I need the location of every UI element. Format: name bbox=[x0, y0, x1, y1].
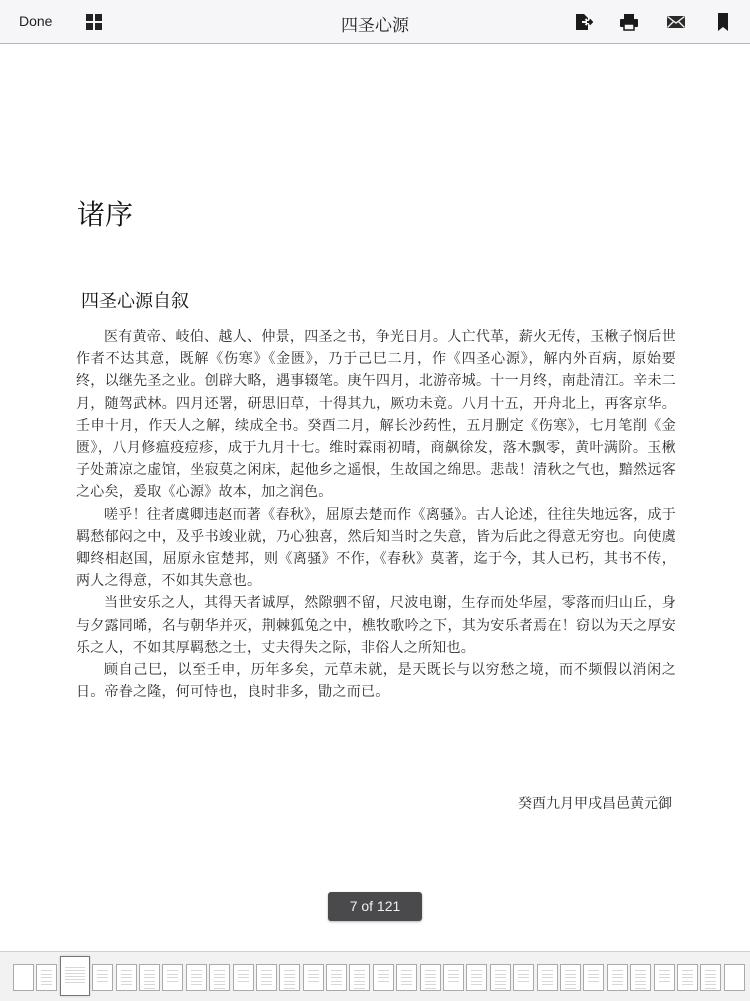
thumbnail-line bbox=[565, 981, 576, 982]
thumbnail-line bbox=[448, 981, 459, 982]
thumbnail-line bbox=[238, 977, 249, 978]
thumbnail-line bbox=[97, 970, 108, 971]
thumbnail-line bbox=[518, 981, 529, 982]
thumbnail[interactable] bbox=[349, 964, 370, 991]
thumbnail-line bbox=[214, 981, 225, 982]
thumbnail-line bbox=[41, 981, 52, 982]
thumbnail-line bbox=[705, 988, 716, 989]
thumbnail-line bbox=[354, 988, 365, 989]
thumbnail-line bbox=[167, 974, 178, 975]
thumbnail[interactable] bbox=[36, 964, 57, 991]
thumbnail-line bbox=[682, 981, 693, 982]
thumbnail-line bbox=[495, 988, 506, 989]
thumbnail[interactable] bbox=[92, 964, 113, 991]
thumbnail-line bbox=[284, 984, 295, 985]
thumbnail[interactable] bbox=[654, 964, 675, 991]
thumbnail-line bbox=[471, 974, 482, 975]
page-indicator: 7 of 121 bbox=[328, 892, 422, 921]
thumbnail-line bbox=[97, 974, 108, 975]
thumbnail-line bbox=[308, 977, 319, 978]
thumbnail[interactable] bbox=[303, 964, 324, 991]
thumbnail-line bbox=[41, 970, 52, 971]
thumbnail-line bbox=[284, 988, 295, 989]
paragraph: 医有黄帝、岐伯、越人、仲景，四圣之书，争光日月。人亡代革，薪火无传，玉楸子悯后世作者不达其意，既解《伤寒》《金匮》，乃于己巳二月，作《四圣心源》，解内外百病，原始要终，以继先圣之业。创辟大略，遇事辍笔。庚午四月，北游帝城。十一月终，南赴清江。辛未二月，随驾武林。四月还署，研思旧草，十得其九，厥功未竟。八月十五，开舟北上，再客京华。壬申十月，作天人之解，续成全书。癸酉二月，解长沙药性，五月删定《伤寒》，七月笔削《金匮》，八月修瘟疫痘疹，成于九月十七。维时霖雨初晴，商飙徐发，落木飘零，黄叶满阶。玉楸子处萧凉之虚馆，坐寂莫之闲床，起他乡之遥恨，生故国之绵思。悲哉！清秋之气也，黯然远客之心矣，爰取《心源》故本，加之润色。 bbox=[76, 329, 676, 501]
thumbnail-line bbox=[331, 984, 342, 985]
thumbnail-line bbox=[65, 976, 85, 977]
thumbnail[interactable] bbox=[443, 964, 464, 991]
thumbnail-line bbox=[191, 984, 202, 985]
thumbnail-line bbox=[565, 977, 576, 978]
thumbnail-line bbox=[659, 977, 670, 978]
thumbnail-line bbox=[682, 977, 693, 978]
thumbnail-line bbox=[495, 970, 506, 971]
thumbnail-line bbox=[588, 970, 599, 971]
thumbnail-line bbox=[41, 984, 52, 985]
thumbnail-line bbox=[261, 974, 272, 975]
thumbnail-current[interactable] bbox=[60, 956, 90, 996]
thumbnail-line bbox=[518, 970, 529, 971]
thumbnail-line bbox=[471, 981, 482, 982]
thumbnail-line bbox=[97, 981, 108, 982]
thumbnail[interactable] bbox=[630, 964, 651, 991]
section-subheading: 四圣心源自叙 bbox=[81, 291, 189, 312]
thumbnail-line bbox=[261, 984, 272, 985]
thumbnail-line bbox=[261, 977, 272, 978]
thumbnail-line bbox=[425, 970, 436, 971]
thumbnail[interactable] bbox=[466, 964, 487, 991]
thumbnail[interactable] bbox=[700, 964, 721, 991]
thumbnail-line bbox=[588, 977, 599, 978]
thumbnail-line bbox=[214, 984, 225, 985]
thumbnail-line bbox=[331, 981, 342, 982]
thumbnail-line bbox=[354, 974, 365, 975]
signature: 癸酉九月甲戌昌邑黄元御 bbox=[518, 796, 672, 812]
thumbnail-line bbox=[471, 984, 482, 985]
thumbnail-line bbox=[284, 974, 295, 975]
thumbnail-line bbox=[378, 974, 389, 975]
thumbnail-line bbox=[41, 974, 52, 975]
document-title: 四圣心源 bbox=[341, 16, 409, 36]
thumbnail[interactable] bbox=[537, 964, 558, 991]
thumbnail-line bbox=[191, 977, 202, 978]
thumbnail-line bbox=[542, 984, 553, 985]
thumbnail-line bbox=[612, 974, 623, 975]
thumbnail-line bbox=[144, 977, 155, 978]
thumbnail-line bbox=[542, 977, 553, 978]
thumbnail-line bbox=[659, 974, 670, 975]
thumbnail-line bbox=[401, 977, 412, 978]
thumbnail-line bbox=[378, 981, 389, 982]
thumbnail-line bbox=[588, 981, 599, 982]
thumbnail-line bbox=[214, 970, 225, 971]
thumbnail-line bbox=[261, 970, 272, 971]
thumbnail-line bbox=[354, 970, 365, 971]
thumbnail-line bbox=[635, 970, 646, 971]
thumbnail-line bbox=[495, 977, 506, 978]
thumbnail-line bbox=[284, 970, 295, 971]
thumbnail-line bbox=[308, 981, 319, 982]
thumbnail-line bbox=[331, 970, 342, 971]
thumbnail-line bbox=[425, 974, 436, 975]
thumbnail-line bbox=[191, 974, 202, 975]
thumbnail-line bbox=[518, 977, 529, 978]
thumbnail[interactable] bbox=[326, 964, 347, 991]
thumbnail-line bbox=[378, 970, 389, 971]
thumbnail-line bbox=[542, 970, 553, 971]
thumbnail-line bbox=[542, 974, 553, 975]
thumbnail[interactable] bbox=[233, 964, 254, 991]
thumbnail-line bbox=[565, 970, 576, 971]
thumbnail-line bbox=[448, 970, 459, 971]
thumbnail-line bbox=[612, 977, 623, 978]
thumbnail-line bbox=[705, 974, 716, 975]
thumbnail-line bbox=[682, 974, 693, 975]
thumbnail-line bbox=[65, 967, 85, 968]
thumbnail-line bbox=[331, 974, 342, 975]
thumbnail-line bbox=[588, 974, 599, 975]
thumbnail-line bbox=[121, 974, 132, 975]
thumbnail-line bbox=[471, 977, 482, 978]
thumbnail-line bbox=[214, 977, 225, 978]
thumbnail-line bbox=[565, 988, 576, 989]
thumbnail[interactable] bbox=[490, 964, 511, 991]
thumbnail-line bbox=[425, 988, 436, 989]
mail-icon[interactable] bbox=[666, 12, 686, 32]
thumbnail[interactable] bbox=[607, 964, 628, 991]
thumbnail-line bbox=[284, 981, 295, 982]
thumbnail[interactable] bbox=[279, 964, 300, 991]
thumbnail[interactable] bbox=[677, 964, 698, 991]
thumbnail-line bbox=[401, 984, 412, 985]
thumbnail-line bbox=[425, 984, 436, 985]
thumbnail-line bbox=[635, 981, 646, 982]
thumbnail[interactable] bbox=[513, 964, 534, 991]
thumbnail[interactable] bbox=[724, 964, 745, 991]
thumbnail-line bbox=[495, 984, 506, 985]
thumbnail-line bbox=[121, 981, 132, 982]
done-button[interactable]: Done bbox=[19, 13, 53, 29]
thumbnail-line bbox=[565, 984, 576, 985]
thumbnail[interactable] bbox=[560, 964, 581, 991]
thumbnail-list[interactable] bbox=[13, 964, 745, 991]
thumbnail-line bbox=[41, 977, 52, 978]
thumbnail[interactable] bbox=[162, 964, 183, 991]
thumbnail-line bbox=[191, 981, 202, 982]
thumbnail-line bbox=[425, 977, 436, 978]
thumbnail-line bbox=[354, 984, 365, 985]
thumbnail[interactable] bbox=[13, 964, 34, 991]
thumbnail[interactable] bbox=[139, 964, 160, 991]
thumbnail-line bbox=[401, 981, 412, 982]
thumbnail-line bbox=[65, 979, 85, 980]
paragraph: 嗟乎！往者虞卿违赵而著《春秋》，屈原去楚而作《离骚》。古人论述，往往失地远客，成于羁愁郁闷之中，及乎书竣业就，乃心独喜，然后知当时之失意，皆为后此之得意无穷也。向使虞卿终相赵国，屈原永宦楚邦，则《离骚》不作，《春秋》莫著，迄于今，其人已朽，其书不传，两人之得意，不如其失意也。 bbox=[76, 506, 676, 590]
thumbnail[interactable] bbox=[420, 964, 441, 991]
thumbnail-line bbox=[144, 988, 155, 989]
thumbnail-line bbox=[635, 977, 646, 978]
thumbnail-line bbox=[682, 970, 693, 971]
thumbnail-line bbox=[167, 981, 178, 982]
thumbnail-line bbox=[612, 970, 623, 971]
thumbnail-line bbox=[308, 974, 319, 975]
thumbnail-line bbox=[378, 977, 389, 978]
thumbnail[interactable] bbox=[583, 964, 604, 991]
thumbnail-line bbox=[682, 984, 693, 985]
thumbnail-line bbox=[705, 984, 716, 985]
thumbnail-line bbox=[401, 970, 412, 971]
thumbnail-line bbox=[565, 974, 576, 975]
thumbnail-line bbox=[705, 970, 716, 971]
thumbnail-line bbox=[448, 974, 459, 975]
thumbnail-line bbox=[635, 984, 646, 985]
thumbnail-line bbox=[705, 981, 716, 982]
thumbnail-line bbox=[659, 981, 670, 982]
paragraph: 当世安乐之人，其得天者诚厚，然隙驷不留，尺波电谢，生存而处华屋，零落而归山丘，身与夕露同晞，名与朝华并灭，荆棘狐兔之中，樵牧歌吟之下，其为安乐者焉在！窃以为天之厚安乐之人，不如其厚羁愁之士，丈夫得失之际，非俗人之所知也。 bbox=[76, 595, 676, 656]
print-icon[interactable] bbox=[619, 12, 639, 32]
top-toolbar bbox=[0, 0, 750, 44]
thumbnail[interactable] bbox=[209, 964, 230, 991]
thumbnail-line bbox=[612, 984, 623, 985]
thumbnail-line bbox=[518, 974, 529, 975]
thumbnail[interactable] bbox=[256, 964, 277, 991]
thumbnail-line bbox=[97, 977, 108, 978]
thumbnail-line bbox=[238, 981, 249, 982]
thumbnail-line bbox=[612, 981, 623, 982]
thumbnail-line bbox=[284, 977, 295, 978]
thumbnail-line bbox=[191, 970, 202, 971]
thumbnail-line bbox=[308, 970, 319, 971]
thumbnail-line bbox=[425, 981, 436, 982]
thumbnail-line bbox=[261, 981, 272, 982]
thumbnail-line bbox=[448, 977, 459, 978]
thumbnail-line bbox=[354, 977, 365, 978]
thumbnail-line bbox=[401, 974, 412, 975]
page-heading: 诸序 bbox=[77, 198, 134, 231]
thumbnail-line bbox=[542, 981, 553, 982]
preface-body bbox=[76, 326, 676, 703]
thumbnail-line bbox=[331, 977, 342, 978]
thumbnail-line bbox=[121, 970, 132, 971]
bookmark-icon[interactable] bbox=[713, 12, 733, 32]
thumbnail-line bbox=[214, 974, 225, 975]
thumbnail-line bbox=[167, 977, 178, 978]
thumbnail-line bbox=[65, 973, 85, 974]
thumbnail-line bbox=[65, 970, 85, 971]
thumbnail-line bbox=[495, 981, 506, 982]
thumbnail-line bbox=[144, 981, 155, 982]
thumbnail-line bbox=[705, 977, 716, 978]
thumbnail-line bbox=[65, 982, 85, 983]
thumbnail-line bbox=[214, 988, 225, 989]
thumbnail-line bbox=[635, 988, 646, 989]
thumbnail-line bbox=[238, 974, 249, 975]
thumbnail-line bbox=[144, 970, 155, 971]
thumbnail[interactable] bbox=[373, 964, 394, 991]
export-icon[interactable] bbox=[573, 12, 593, 32]
paragraph: 顾自己巳，以至壬申，历年多矣，元草未就，是天既长与以穷愁之境，而不频假以消闲之日。帝眷之隆，何可恃也，良时非多，勖之而已。 bbox=[76, 662, 676, 701]
thumbnail-line bbox=[121, 984, 132, 985]
thumbnail[interactable] bbox=[396, 964, 417, 991]
thumbnail-strip[interactable] bbox=[0, 951, 750, 1001]
thumbnail-line bbox=[121, 977, 132, 978]
thumbnail-line bbox=[471, 970, 482, 971]
thumbnail-line bbox=[167, 970, 178, 971]
thumbnail-line bbox=[354, 981, 365, 982]
thumbnail-line bbox=[495, 974, 506, 975]
thumbnail[interactable] bbox=[116, 964, 137, 991]
thumbnail-line bbox=[144, 984, 155, 985]
thumbnail-line bbox=[659, 970, 670, 971]
thumbnail-line bbox=[144, 974, 155, 975]
thumbnail-line bbox=[635, 974, 646, 975]
thumbnail-line bbox=[238, 970, 249, 971]
thumbnail[interactable] bbox=[186, 964, 207, 991]
